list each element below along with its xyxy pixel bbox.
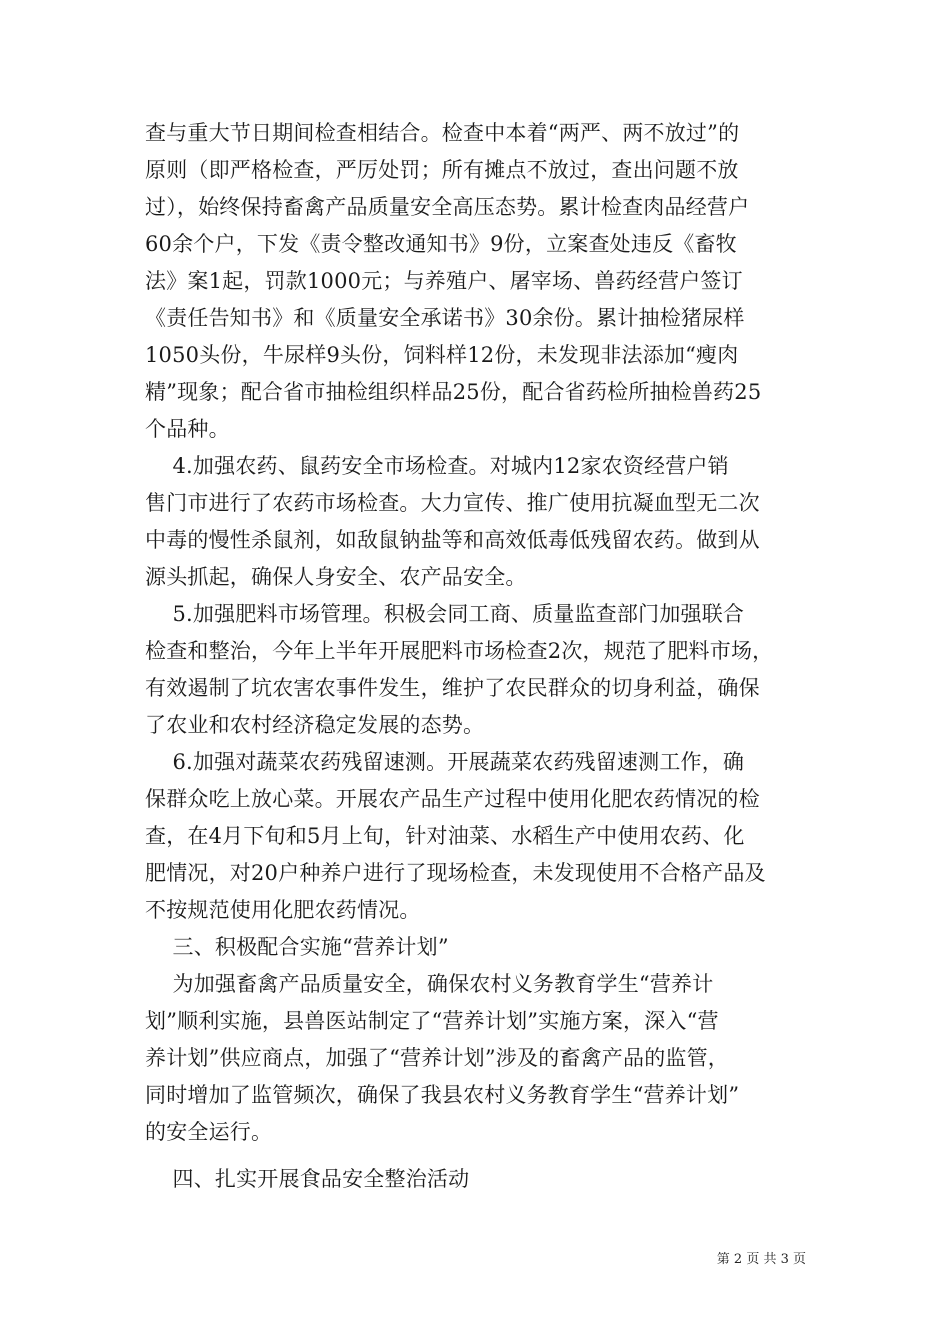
text-line: 法》案1起，罚款1000元；与养殖户、屠宰场、兽药经营户签订 bbox=[145, 269, 743, 293]
paragraph-start: 为加强畜禽产品质量安全，确保农村义务教育学生“营养计 bbox=[145, 972, 714, 996]
text-line: 划”顺利实施，县兽医站制定了“营养计划”实施方案，深入“营 bbox=[145, 1009, 719, 1033]
text-line: 检查和整治，今年上半年开展肥料市场检查2次，规范了肥料市场， bbox=[145, 639, 774, 663]
page-number: 第 2 页 共 3 页 bbox=[716, 1252, 806, 1267]
text-line: 个品种。 bbox=[145, 417, 230, 441]
text-line: 不按规范使用化肥农药情况。 bbox=[145, 898, 421, 922]
text-line: 同时增加了监管频次，确保了我县农村义务教育学生“营养计划” bbox=[145, 1083, 740, 1107]
text-line: 查，在4月下旬和5月上旬，针对油菜、水稻生产中使用农药、化 bbox=[145, 824, 745, 848]
text-line: 中毒的慢性杀鼠剂，如敌鼠钠盐等和高效低毒低残留农药。做到从 bbox=[145, 528, 760, 552]
text-line: 原则（即严格检查，严厉处罚；所有摊点不放过，查出问题不放 bbox=[145, 158, 739, 182]
document-body bbox=[145, 115, 807, 1198]
text-line: 《责任告知书》和《质量安全承诺书》30余份。累计抽检猪尿样 bbox=[145, 306, 745, 330]
text-line: 售门市进行了农药市场检查。大力宣传、推广使用抗凝血型无二次 bbox=[145, 491, 760, 515]
text-line: 养计划”供应商点，加强了“营养计划”涉及的畜禽产品的监管， bbox=[145, 1046, 730, 1070]
text-line: 了农业和农村经济稳定发展的态势。 bbox=[145, 713, 485, 737]
text-line: 保群众吃上放心菜。开展农产品生产过程中使用化肥农药情况的检 bbox=[145, 787, 760, 811]
paragraph-start: 4.加强农药、鼠药安全市场检查。对城内12家农资经营户销 bbox=[145, 454, 729, 478]
text-line: 1050头份，牛尿样9头份，饲料样12份，未发现非法添加“瘦肉 bbox=[145, 343, 739, 367]
section-heading: 四、扎实开展食品安全整治活动 bbox=[145, 1167, 470, 1191]
text-line: 的安全运行。 bbox=[145, 1120, 273, 1144]
text-line: 过），始终保持畜禽产品质量安全高压态势。累计检查肉品经营户 bbox=[145, 195, 750, 219]
paragraph-start: 6.加强对蔬菜农药残留速测。开展蔬菜农药残留速测工作，确 bbox=[145, 750, 745, 774]
section-heading: 三、积极配合实施“营养计划” bbox=[145, 935, 449, 959]
text-line: 有效遏制了坑农害农事件发生，维护了农民群众的切身利益，确保 bbox=[145, 676, 760, 700]
text-line: 60余个户，下发《责令整改通知书》9份，立案查处违反《畜牧 bbox=[145, 232, 737, 256]
text-line: 源头抓起，确保人身安全、农产品安全。 bbox=[145, 565, 527, 589]
text-line: 肥情况，对20户种养户进行了现场检查，未发现使用不合格产品及 bbox=[145, 861, 766, 885]
text-line: 查与重大节日期间检查相结合。检查中本着“两严、两不放过”的 bbox=[145, 121, 740, 145]
paragraph-start: 5.加强肥料市场管理。积极会同工商、质量监查部门加强联合 bbox=[145, 602, 745, 626]
text-line: 精”现象；配合省市抽检组织样品25份，配合省药检所抽检兽药25 bbox=[145, 380, 762, 404]
